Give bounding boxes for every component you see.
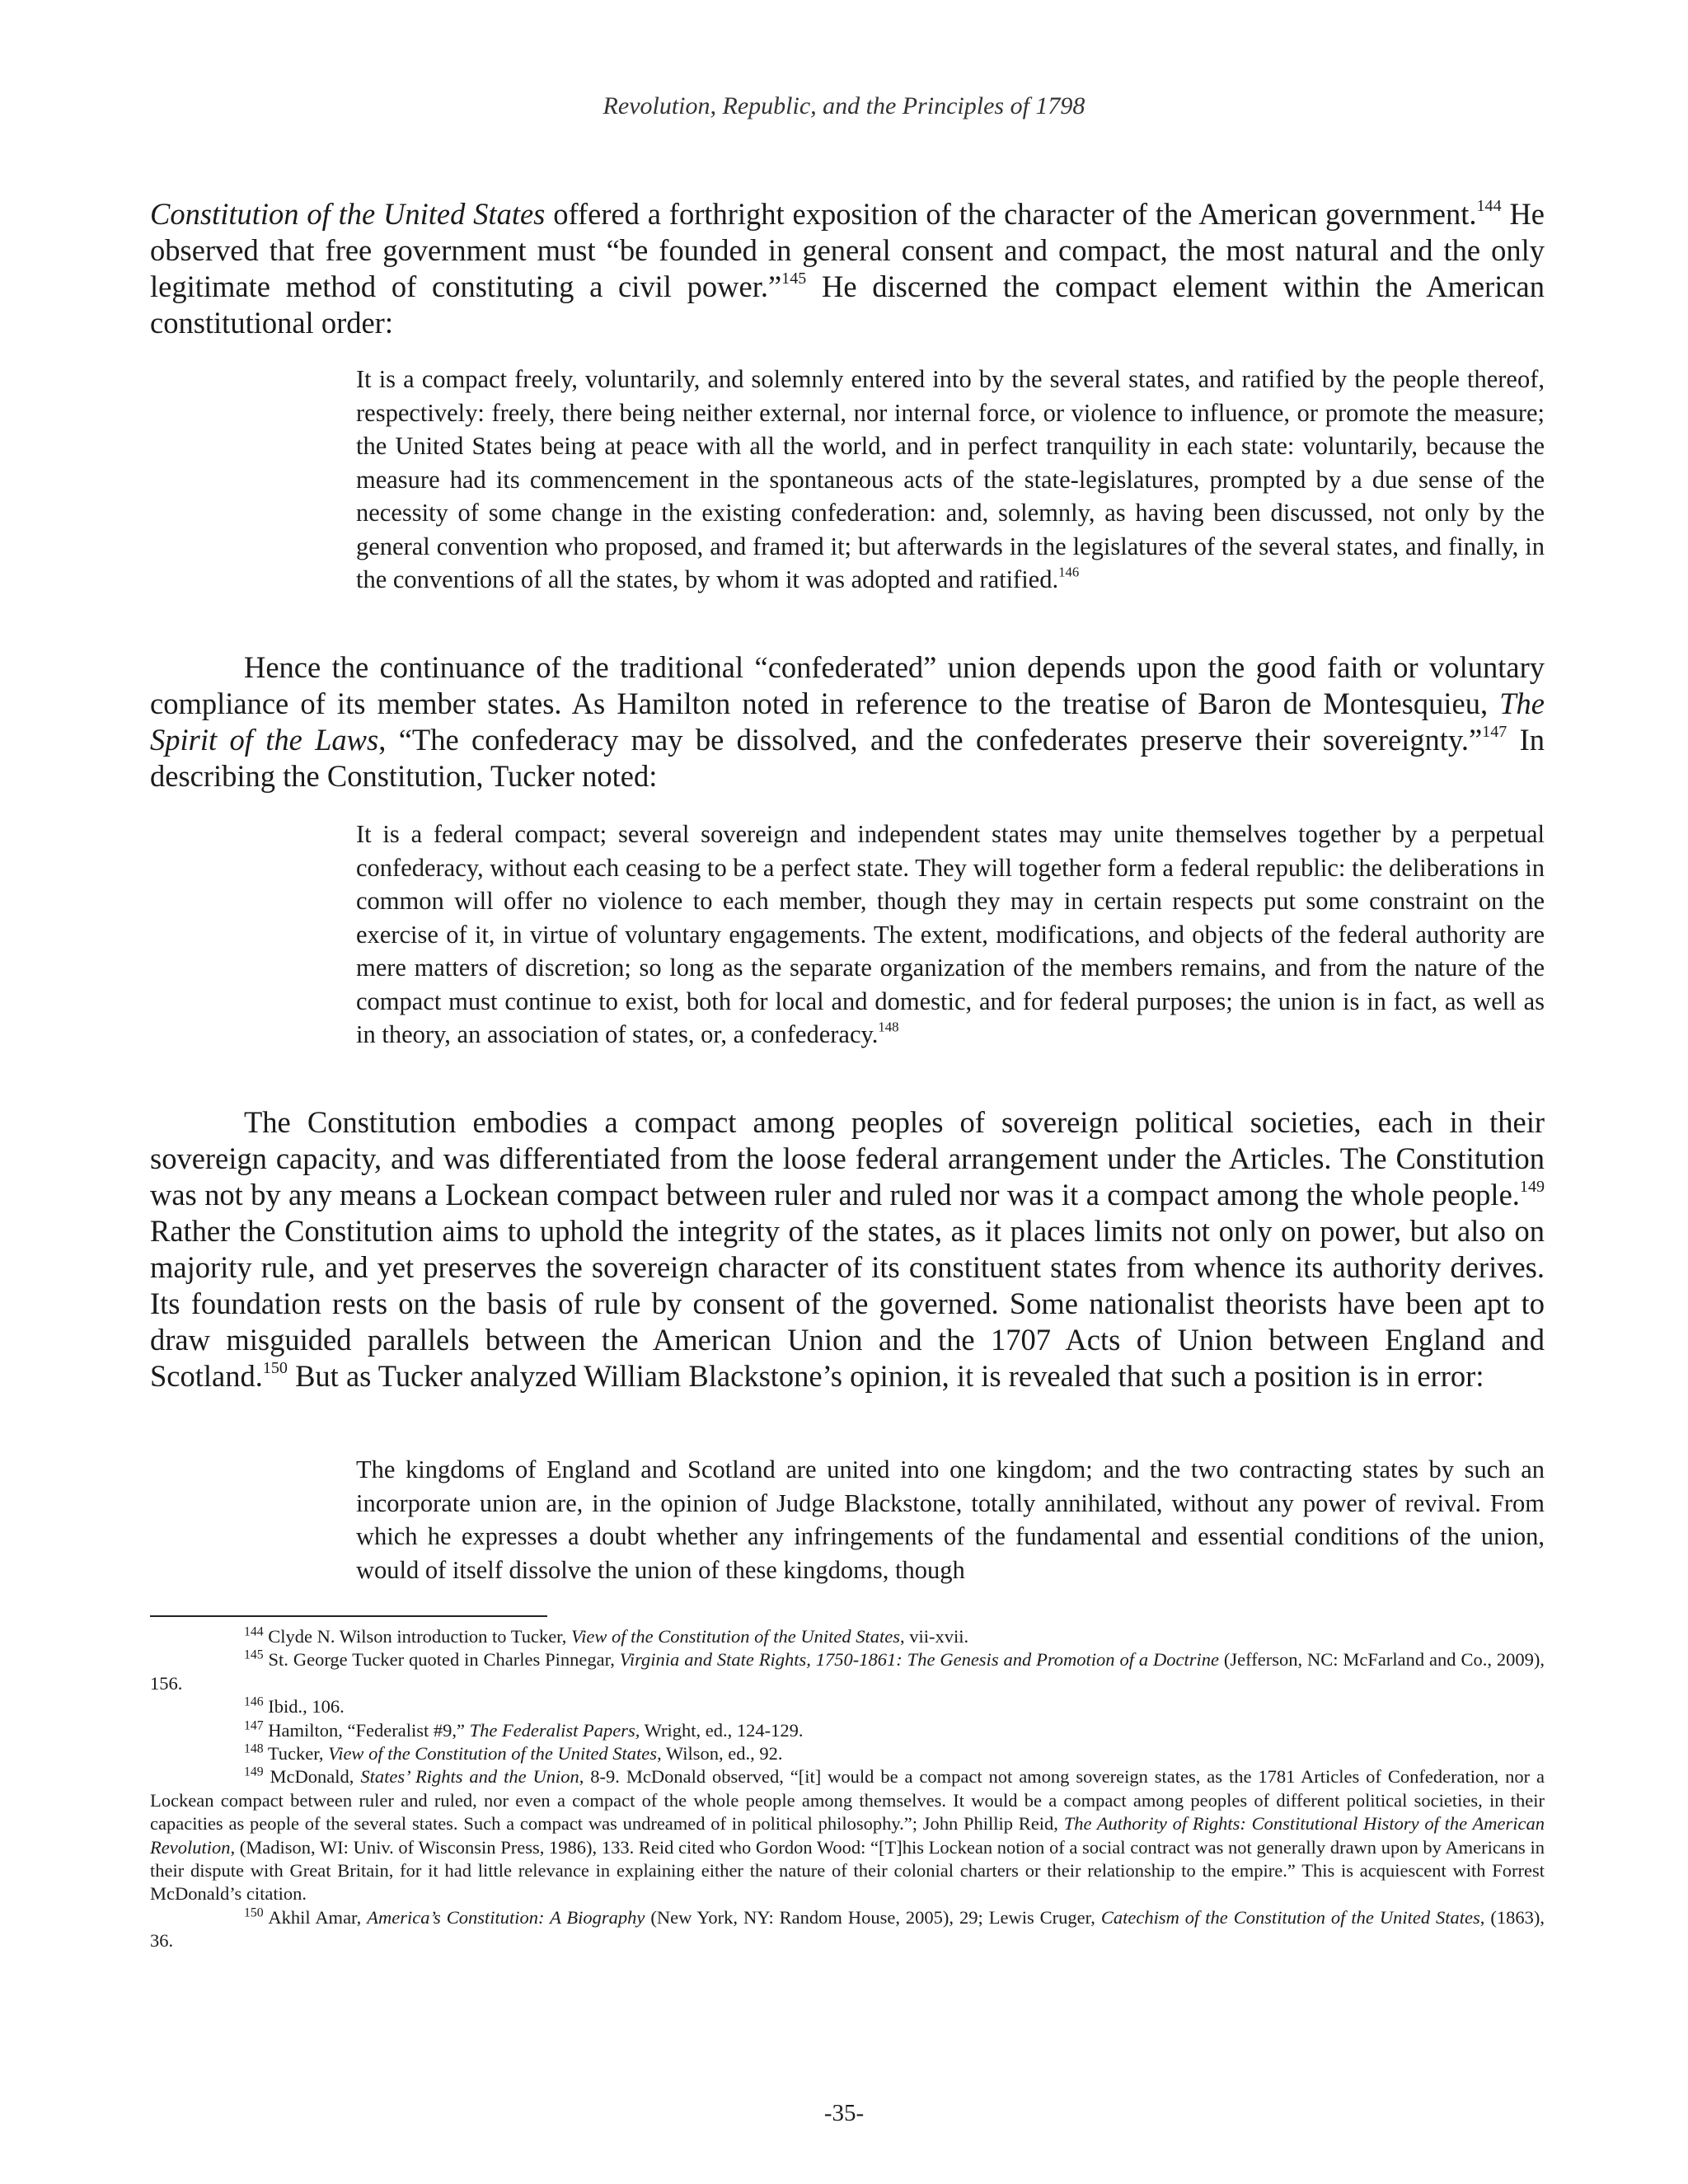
book-title: Constitution of the United States (150, 197, 546, 231)
footnote-number: 150 (244, 1905, 264, 1920)
footnote-144 (150, 1625, 1545, 1648)
text-run: Clyde N. Wilson introduction to Tucker, (263, 1626, 572, 1647)
text-run: (Jefferson, NC: McFarland and Co., 2009), 156. (150, 1649, 1545, 1694)
cited-title: View of the Constitution of the United States (571, 1626, 900, 1647)
footnotes (150, 1625, 1545, 1953)
footnote-ref-144[interactable]: 144 (1476, 196, 1502, 215)
cited-title: Catechism of the Constitution of the United States (1100, 1906, 1480, 1928)
book-title: The Spirit of the Laws (150, 687, 1545, 757)
footnote-number: 148 (244, 1741, 264, 1756)
footnote-146 (150, 1695, 1545, 1718)
footnote-147 (150, 1719, 1545, 1742)
block-quote-2 (356, 818, 1545, 1052)
text-run: He observed that free government must “be founded in general consent and compact, the most natural and the only legitimate method of constituting a civil power.” (150, 197, 1545, 303)
text-run: Rather the Constitution aims to uphold the integrity of the states, as it places limits not only on power, but also on majority rule, and yet preserves the sovereign character of its constituent states from whence its authority derives. Its foundation rests on the basis of rule by consent of the governed. Some nationalist theorists have been apt to draw misguided parallels between the American Union and the 1707 Acts of Union between England and Scotland. (150, 1214, 1545, 1393)
quote-text: The kingdoms of England and Scotland are united into one kingdom; and the two contracting states by such an incorporate union are, in the opinion of Judge Blackstone, totally annihilated, without any power of revival. From which he expresses a doubt whether any infringements of the fundamental and essential conditions of the union, would of itself dissolve the union of these kingdoms, though (356, 1455, 1545, 1584)
cited-title: View of the Constitution of the United States (328, 1743, 658, 1765)
text-run: McDonald, (263, 1766, 361, 1788)
text-run: , “The confederacy may be dissolved, and the confederates preserve their sovereignty.” (378, 723, 1483, 757)
footnote-ref-148[interactable]: 148 (878, 1019, 899, 1035)
footnote-145 (150, 1648, 1545, 1695)
text-run: offered a forthright exposition of the character of the American government. (545, 197, 1477, 231)
footnote-number: 145 (244, 1647, 264, 1662)
page-number: -35- (823, 2100, 865, 2126)
text-run: But as Tucker analyzed William Blackstone’s opinion, it is revealed that such a position is in error: (287, 1359, 1484, 1393)
quote-text: It is a compact freely, voluntarily, and solemnly entered into by the several states, and ratified by the people thereof, respectively: freely, there being neither external, nor internal force, or violence to influence, or promote the measure; the United States being at peace with all the world, and in perfect tranquility in each state: voluntarily, because the measure had its commencement in the spontaneous acts of the state-legislatures, prompted by a due sense of the necessity of some change in the existing confederation: and, solemnly, as having been discussed, not only by the general convention who proposed, and framed it; but afterwards in the legislatures of the several states, and finally, in the conventions of all the states, by whom it was adopted and ratified. (356, 365, 1545, 593)
text-run: Hamilton, “Federalist #9,” (263, 1719, 470, 1741)
text-run: Hence the continuance of the traditional “confederated” union depends upon the good faith or voluntary compliance of its member states. As Hamilton noted in reference to the treatise of Baron de Montesquieu, (150, 650, 1545, 720)
footnote-148 (150, 1742, 1545, 1765)
text-run: , (Madison, WI: Univ. of Wisconsin Press, 1986), 133. Reid cited who Gordon Wood: “[T]his Lockean notion of a social contract was not generally drawn upon by Americans in their dispute with Great Britain, for it had little relevance in explaining either the nature of their colonial charters or their relationship to the empire.” This is acquiescent with Forrest McDonald’s citation. (150, 1836, 1545, 1905)
cited-title: States’ Rights and the Union (360, 1766, 579, 1788)
footnote-ref-147[interactable]: 147 (1482, 722, 1507, 741)
footnote-number: 144 (244, 1624, 264, 1639)
footnote-149 (150, 1765, 1545, 1905)
footnote-ref-149[interactable]: 149 (1519, 1177, 1545, 1196)
cited-title: The Federalist Papers, (469, 1719, 640, 1741)
footnote-number: 149 (244, 1765, 264, 1779)
running-header: Revolution, Republic, and the Principles of 1798 (603, 92, 1085, 120)
block-quote-1 (356, 363, 1545, 597)
footnote-150 (150, 1906, 1545, 1953)
text-run: Ibid., 106. (263, 1696, 345, 1718)
text-run: , 8-9. McDonald observed, “[it] would be a compact not among sovereign states, as the 1781 Articles of Confederation, nor a Lockean compact between ruler and ruled, nor even a compact of the whole people among themselves. It would be a compact among peoples of different political societies, in their capacities as people of the several states. Such a compact was undreamed of in political philosophy.”; John Phillip Reid, (150, 1766, 1545, 1835)
text-run: In describing the Constitution, Tucker noted: (150, 723, 1545, 793)
text-run: He discerned the compact element within the American constitutional order: (150, 269, 1545, 340)
text-run: , vii-xvii. (899, 1626, 969, 1647)
block-quote-3 (356, 1453, 1545, 1586)
quote-text: It is a federal compact; several sovereign and independent states may unite themselves together by a perpetual confederacy, without each ceasing to be a perfect state. They will together form a federal republic: the deliberations in common will offer no violence to each member, though they may in certain respects put some constraint on the exercise of it, in virtue of voluntary engagements. The extent, modifications, and objects of the federal authority are mere matters of discretion; so long as the separate organization of the members remains, and from the nature of the compact must continue to exist, both for local and domestic, and for federal purposes; the union is in fact, as well as in theory, an association of states, or, a confederacy. (356, 820, 1545, 1048)
text-run: Akhil Amar, (263, 1906, 368, 1928)
cited-title: America’s Constitution: A Biography (367, 1906, 645, 1928)
cited-title: Virginia and State Rights, 1750-1861: The Genesis and Promotion of a Doctrine (619, 1649, 1220, 1671)
body-paragraph-2 (150, 649, 1545, 794)
footnote-number: 146 (244, 1694, 264, 1709)
text-run: (New York, NY: Random House, 2005), 29; Lewis Cruger, (645, 1906, 1101, 1928)
cited-title: The Authority of Rights: Constitutional History of the American Revolution (150, 1813, 1545, 1858)
text-run: , (1863), 36. (150, 1906, 1545, 1952)
body-paragraph-3 (150, 1104, 1545, 1394)
text-run: St. George Tucker quoted in Charles Pinnegar, (263, 1649, 620, 1671)
footnote-ref-145[interactable]: 145 (781, 269, 807, 288)
footnote-ref-150[interactable]: 150 (262, 1358, 288, 1377)
text-run: , Wilson, ed., 92. (657, 1743, 783, 1765)
footnote-number: 147 (244, 1718, 264, 1732)
text-run: The Constitution embodies a compact among peoples of sovereign political societies, each in their sovereign capacity, and was differentiated from the loose federal arrangement under the Articles. The Constitution was not by any means a Lockean compact between ruler and ruled nor was it a compact among the whole people. (150, 1105, 1545, 1212)
footnote-ref-146[interactable]: 146 (1058, 564, 1080, 580)
body-paragraph-1 (150, 196, 1545, 341)
text-run: Wright, ed., 124-129. (640, 1719, 804, 1741)
footnote-separator (150, 1615, 547, 1617)
text-run: Tucker, (263, 1743, 329, 1765)
